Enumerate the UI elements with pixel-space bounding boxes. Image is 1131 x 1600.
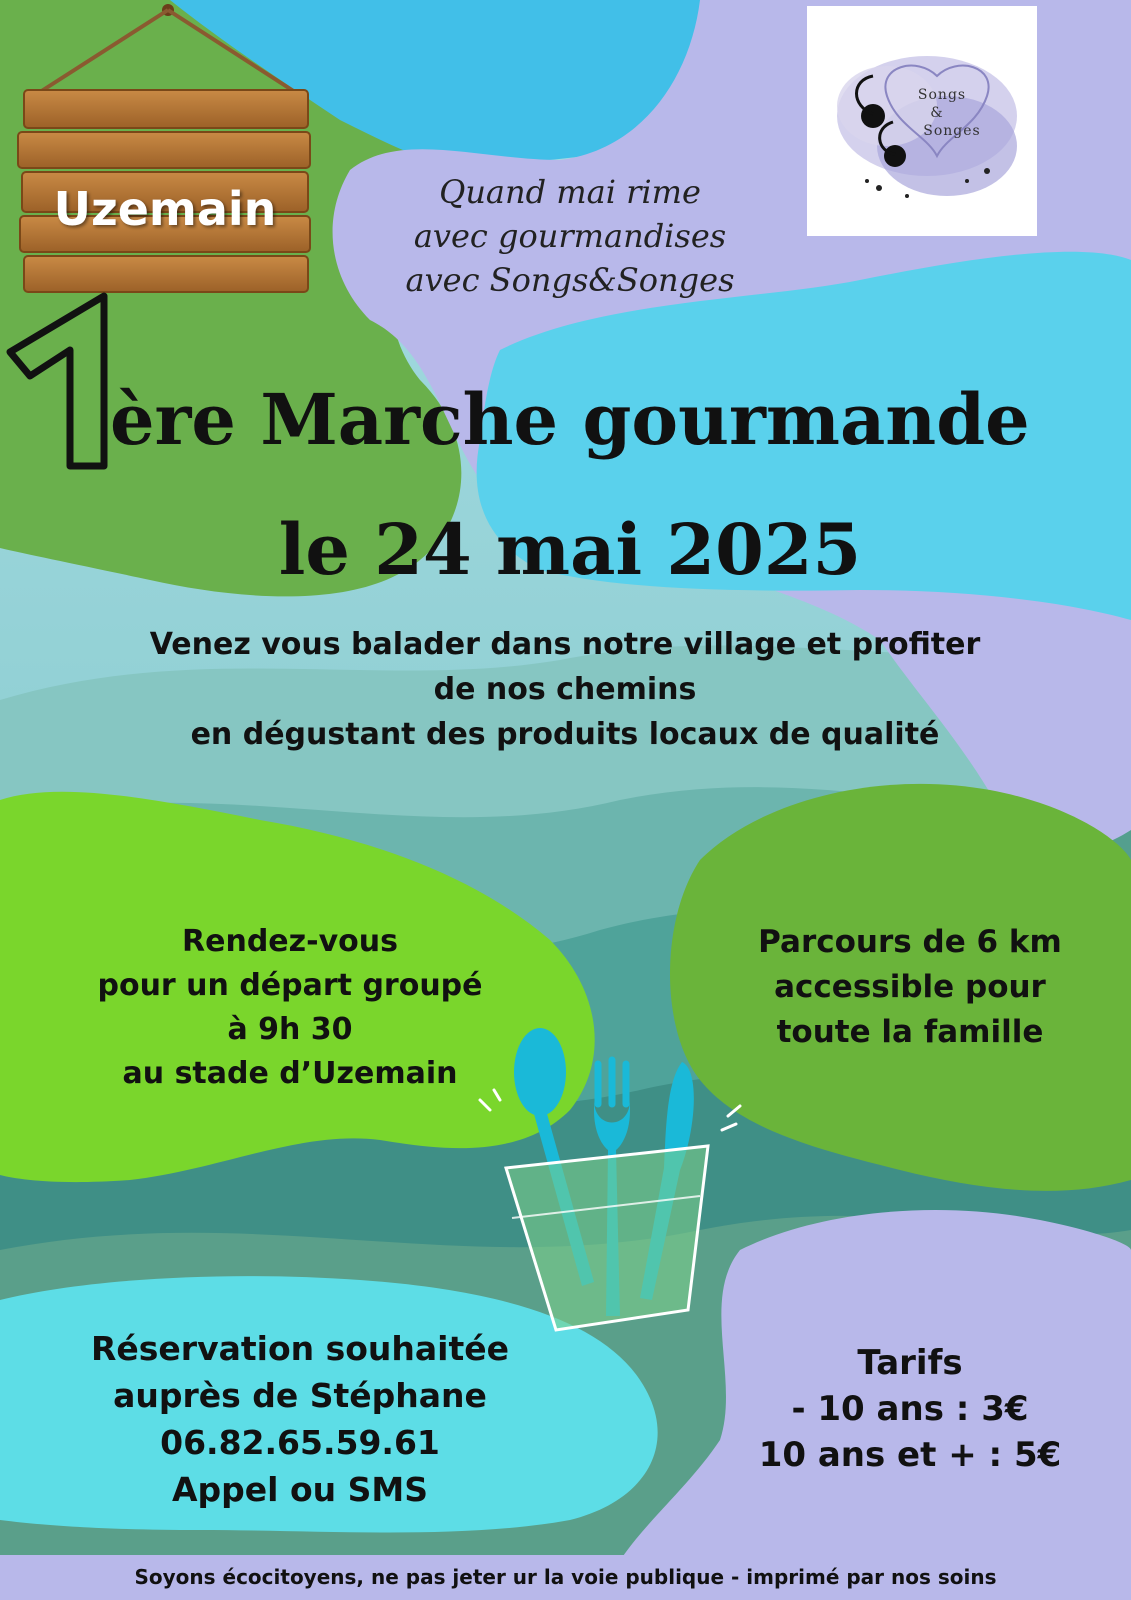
intro-line3: en dégustant des produits locaux de qualité xyxy=(190,717,940,752)
reservation-info xyxy=(20,1325,580,1513)
route-line3: toute la famille xyxy=(776,1014,1044,1050)
tagline-line3: avec Songs&Songes xyxy=(405,261,735,299)
headline-title-text: ère Marche gourmande xyxy=(110,378,1030,461)
meeting-line1: Rendez-vous xyxy=(182,924,398,959)
reservation-phone[interactable]: 06.82.65.59.61 xyxy=(160,1423,440,1462)
logo-text-line2: & xyxy=(930,105,944,121)
reservation-line4: Appel ou SMS xyxy=(172,1470,428,1509)
prices-line1: - 10 ans : 3€ xyxy=(791,1389,1029,1429)
meeting-line2: pour un départ groupé xyxy=(97,968,483,1003)
route-line2: accessible pour xyxy=(774,969,1046,1005)
headline-title xyxy=(110,370,1110,470)
reservation-line1: Réservation souhaitée xyxy=(90,1329,510,1368)
meeting-info xyxy=(60,920,520,1096)
reservation-line2: auprès de Stéphane xyxy=(113,1376,487,1415)
logo-text-line3: Songes xyxy=(923,123,981,139)
route-line1: Parcours de 6 km xyxy=(758,924,1062,960)
intro-line1: Venez vous balader dans notre village et profiter xyxy=(149,627,981,662)
meeting-line4: au stade d’Uzemain xyxy=(122,1056,458,1091)
route-info xyxy=(720,920,1100,1055)
prices-line2: 10 ans et + : 5€ xyxy=(758,1435,1062,1475)
prices-info xyxy=(730,1340,1090,1478)
intro-text xyxy=(40,622,1090,757)
headline-date: le 24 mai 2025 xyxy=(278,508,862,591)
logo-text xyxy=(807,86,1037,140)
logo-text-line1: Songs xyxy=(917,87,967,103)
tagline-line1: Quand mai rime xyxy=(439,173,701,211)
tagline xyxy=(360,170,780,302)
tagline-line2: avec gourmandises xyxy=(413,217,727,255)
prices-title: Tarifs xyxy=(857,1343,963,1383)
intro-line2: de nos chemins xyxy=(433,672,697,707)
sign-town-name: Uzemain xyxy=(53,182,277,236)
footer-note: Soyons écocitoyens, ne pas jeter ur la voie publique - imprimé par nos soins xyxy=(134,1565,997,1589)
meeting-line3: à 9h 30 xyxy=(227,1012,353,1047)
songs-songes-logo xyxy=(807,6,1037,236)
